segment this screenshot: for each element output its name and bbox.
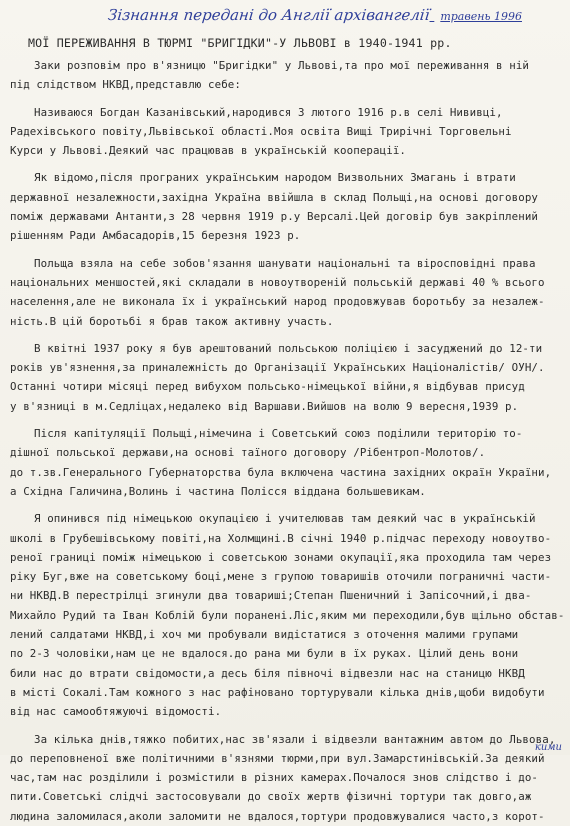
text-line: рішенням Ради Амбасадорів,15 березня 1923 р.	[10, 229, 301, 243]
text-line: Я опинився під німецькою окупацією і учителював там деякий час в українській	[34, 512, 536, 526]
text-line: школі в Грубешівському повіті,на Холмщині.В січні 1940 р.підчас переходу новоутво-	[10, 531, 552, 545]
paragraph-gap	[10, 331, 558, 339]
text-line: національних меншостей,які складали в новоутвореній польській державі 40 % всього	[10, 275, 545, 289]
text-line: поміж державами Антанти,з 28 червня 1919 р.у Версалі.Цей договір був закріплений	[10, 210, 539, 224]
text-line: а Східна Галичина,Волинь і частина Полісся віддана большевикам.	[10, 484, 426, 498]
text-line: до переповненої вже політичними в'язнями тюрми,при вул.Замарстинівській.За деякий	[10, 751, 545, 765]
text-line: людина заломилася,аколи заломити не вдалося,тортури продовжувалися часто,з корот-	[10, 809, 545, 823]
text-line: до т.зв.Генерального Губернаторства була включена частина західних окраїн України,	[10, 465, 552, 479]
text-line: били нас до втрати свідомости,а десь біля півночі відвезли нас на станицю НКВД	[10, 666, 525, 680]
text-line: дішної польської держави,на основі таїного договору /Рібентроп-Молотов/.	[10, 446, 486, 460]
text-line: Польща взяла на себе зобов'язання шанувати національні та віросповідні права	[34, 256, 536, 270]
handwritten-header-date: травень 1996	[440, 10, 522, 23]
text-line: ріку Буг,вже на советському боці,мене з групою товаришів оточили пограничні части-	[10, 570, 552, 584]
text-line: Радехівського повіту,Львівської області.Моя освіта Вищі Трирічні Торговельні	[10, 124, 512, 138]
paragraph-gap	[10, 416, 558, 424]
text-line: населення,але не виконала їх і український народ продовжував боротьбу за незалеж-	[10, 295, 545, 309]
text-line: Михайло Рудий та Іван Коблій були поранені.Ліс,яким ми переходили,був щільно обстав-	[10, 608, 565, 622]
document-body	[10, 56, 565, 826]
text-line: ни НКВД.В перестрілці згинули два товариші;Степан Пшеничний і Запісочний,і два-	[10, 589, 532, 603]
paragraph-gap	[10, 722, 558, 730]
text-line: Як відомо,після програних українським народом Визвольних Змагань і втрати	[34, 171, 516, 185]
text-line: Називаюся Богдан Казанівський,народився 3 лютого 1916 р.в селі Нививці,	[34, 105, 503, 119]
handwritten-header-text: Зізнання переданi до Англiї архiвангелiї	[107, 6, 431, 24]
text-line: пити.Советські слідчі застосовували до своїх жертв фізичні тортури так довго,аж	[10, 790, 532, 804]
text-line: час,там нас розділили і розмістили в різних камерах.Почалося знов слідство і до-	[10, 771, 539, 785]
paragraph-gap	[10, 246, 558, 254]
text-line: В квітні 1937 року я був арештований польською поліцією і засуджений до 12-ти	[34, 341, 543, 355]
text-line: ність.В цій боротьбі я брав також активну участь.	[10, 314, 334, 328]
text-line: Після капітуляції Польщі,німечина і Советський союз поділили територію то-	[34, 427, 523, 441]
text-line: За кілька днів,тяжко побитих,нас зв'язали і відвезли вантажним автом до Львова,	[34, 732, 556, 746]
text-line: реної границі поміж німецькою і советською зонами окупації,яка проходила там через	[10, 550, 552, 564]
text-line: лений салдатами НКВД,і хоч ми пробували видістатися з оточення малими групами	[10, 628, 519, 642]
paragraph-gap	[10, 160, 558, 168]
handwritten-corner-note: кими	[534, 742, 562, 753]
paragraph-gap	[10, 95, 558, 103]
text-line: державної незалежности,західна Україна ввійшла в склад Польщі,на основі договору	[10, 190, 539, 204]
text-line: років ув'язнення,за приналежність до Організації Українських Націоналістів/ ОУН/.	[10, 361, 545, 375]
text-line: від нас самообтяжуючі відомості.	[10, 705, 222, 719]
text-line: по 2-3 чоловіки,нам це не вдалося.до рана ми були в їх руках. Цілий день вони	[10, 647, 519, 661]
text-line: Останні чотири місяці перед вибухом польсько-німецької війни,я відбував присуд	[10, 380, 525, 394]
paragraph-gap	[10, 501, 558, 509]
text-line: Заки розповім про в'язницю "Бригідки" у Львові,та про мої переживання в ній	[34, 59, 530, 72]
document-title: МОЇ ПЕРЕЖИВАННЯ В ТЮРМІ "БРИГІДКИ"-У ЛЬВОВІ в 1940-1941 рр.	[28, 36, 452, 50]
handwritten-header	[108, 6, 566, 36]
text-line: у в'язниці в м.Седліцах,недалеко від Варшави.Вийшов на волю 9 вересня,1939 р.	[10, 399, 519, 413]
text-line: під слідством НКВД,представлю себе:	[10, 78, 242, 92]
text-line: в місті Сокалі.Там кожного з нас рафіновано тортурували кілька днів,щоби видобути	[10, 685, 545, 699]
text-line: Курси у Львові.Деякий час працював в українській кооперації.	[10, 144, 407, 158]
